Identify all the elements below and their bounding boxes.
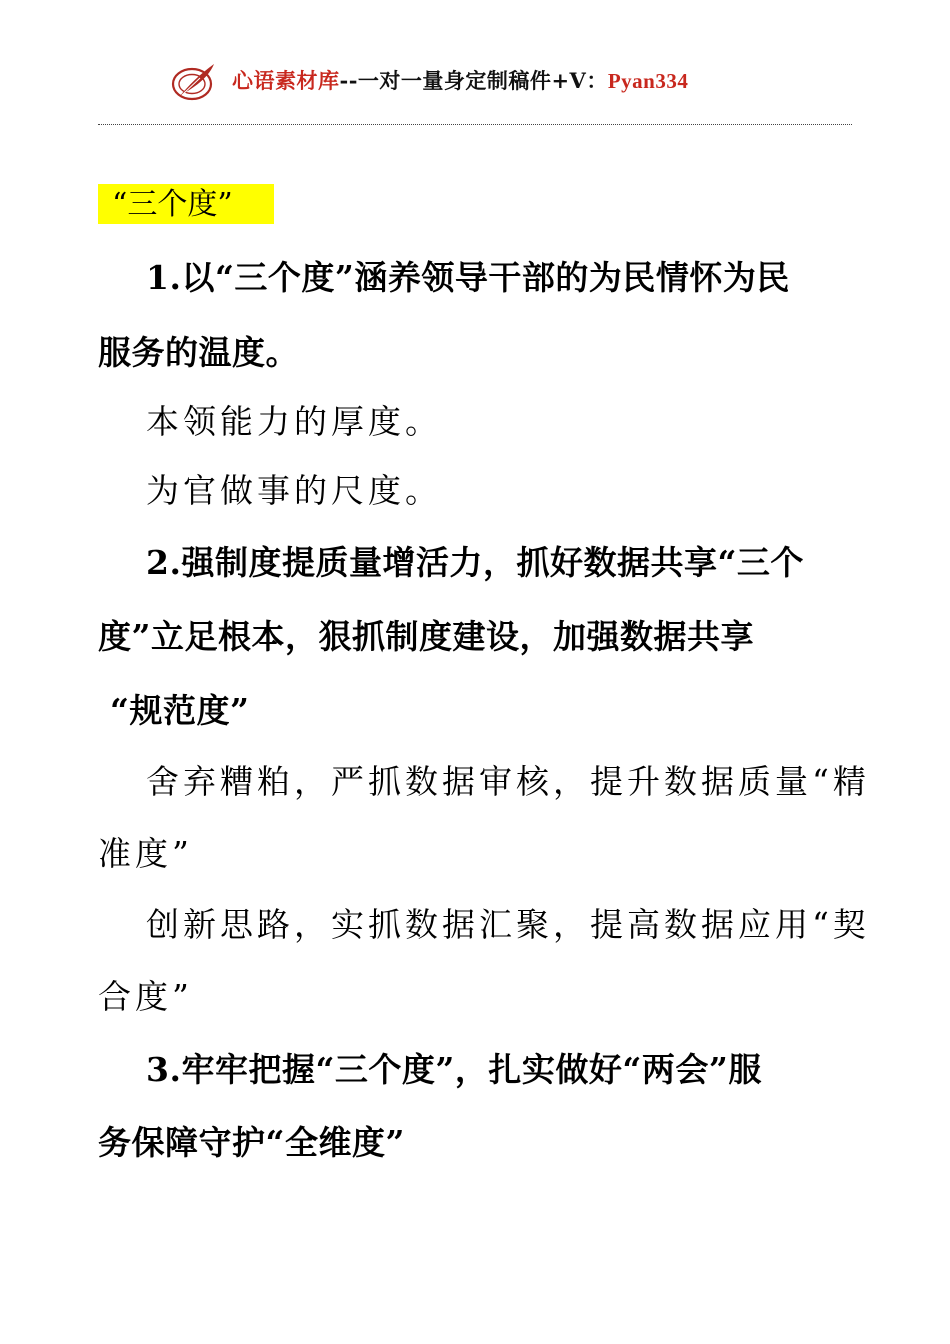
header-slogan: --一对一量身定制稿件 xyxy=(339,68,552,93)
paragraph-2: 为官做事的尺度。 xyxy=(146,471,442,510)
heading-1-line-2: 服务的温度。 xyxy=(98,333,299,372)
paragraph-4-line-2: 合度” xyxy=(98,977,193,1016)
heading-2-line-3: “规范度” xyxy=(110,691,250,730)
header-text xyxy=(232,66,688,96)
heading-2-line-2: 度”立足根本，狠抓制度建设，加强数据共享 xyxy=(98,617,754,656)
paragraph-4-line-1: 创新思路，实抓数据汇聚，提高数据应用“契 xyxy=(146,905,870,944)
paragraph-3-line-2: 准度” xyxy=(98,834,193,873)
heading-3-line-2: 务保障守护“全维度” xyxy=(98,1123,405,1162)
heading-1-line-1: 1.以“三个度”涵养领导干部的为民情怀为民 xyxy=(146,258,790,297)
contact-prefix: +V： xyxy=(551,68,608,93)
brand-name: 心语素材库 xyxy=(232,68,340,93)
header-divider xyxy=(98,124,852,125)
feather-pen-logo-icon xyxy=(170,60,218,104)
paragraph-3-line-1: 舍弃糟粕，严抓数据审核，提升数据质量“精 xyxy=(146,762,870,801)
paragraph-1: 本领能力的厚度。 xyxy=(146,402,442,441)
page-header xyxy=(0,56,950,108)
section-tag: “三个度” xyxy=(98,184,274,224)
heading-2-line-1: 2.强制度提质量增活力，抓好数据共享“三个 xyxy=(146,543,804,582)
heading-3-line-1: 3.牢牢把握“三个度”，扎实做好“两会”服 xyxy=(146,1050,762,1089)
contact-id: Pyan334 xyxy=(607,69,689,93)
